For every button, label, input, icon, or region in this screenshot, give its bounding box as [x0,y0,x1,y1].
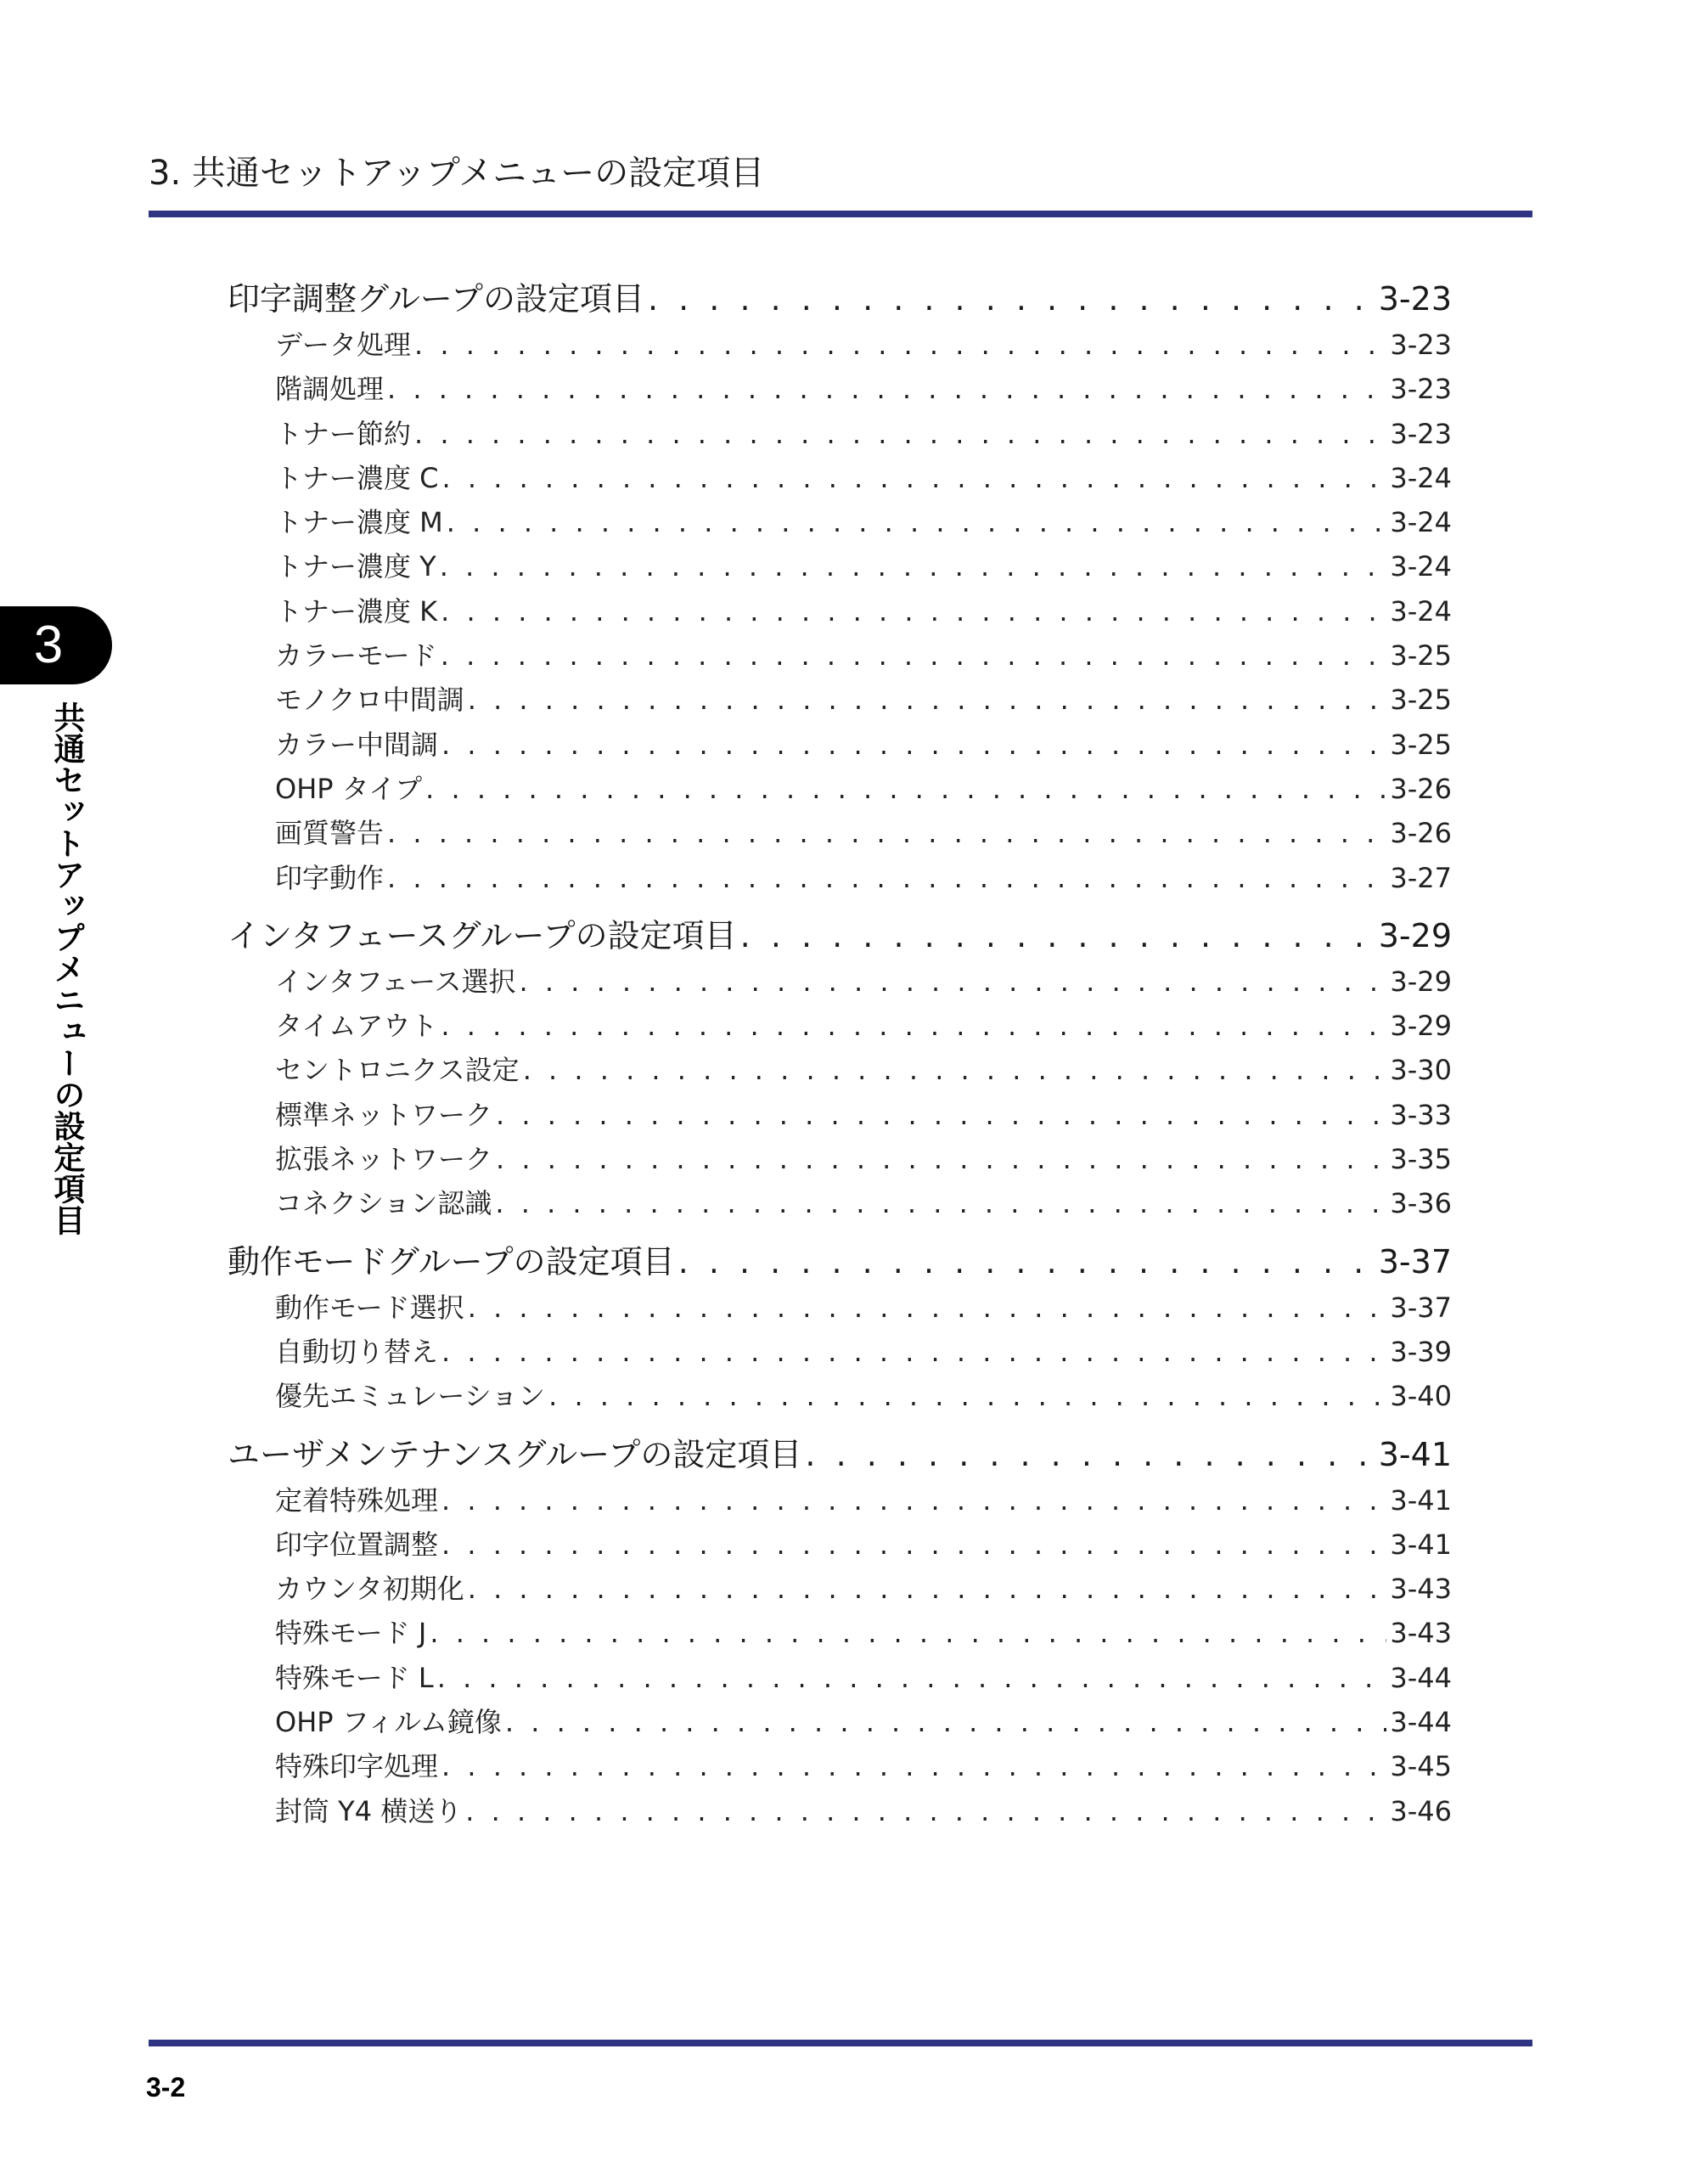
toc-entry[interactable] [228,589,1452,633]
toc-entry-page: 3-44 [1390,1661,1452,1694]
toc-group-title: ユーザメンテナンスグループの設定項目 [228,1435,802,1473]
toc-entry-label: 画質警告 [275,817,385,850]
dot-leader [468,1286,1387,1330]
toc-entry-page: 3-36 [1390,1187,1452,1220]
dot-leader [387,856,1386,900]
toc-entry[interactable] [228,1744,1452,1788]
dot-leader [520,960,1387,1004]
toc-entry-page: 3-24 [1390,506,1452,539]
toc-group-heading[interactable] [228,907,1452,965]
toc-entry-page: 3-29 [1390,1010,1452,1043]
dot-leader [465,1789,1386,1833]
dot-leader [678,1233,1375,1291]
toc-entry[interactable] [228,960,1452,1004]
toc-entry-label: 標準ネットワーク [275,1098,493,1131]
dot-leader [441,1478,1386,1523]
toc-entry-page: 3-43 [1390,1617,1452,1650]
toc-entry-label: 優先エミュレーション [275,1380,546,1413]
dot-leader [414,412,1386,456]
toc-entry[interactable] [228,456,1452,500]
toc-entry[interactable] [228,1656,1452,1700]
toc-entry[interactable] [228,1523,1452,1567]
toc-entry-page: 3-27 [1390,861,1452,894]
toc-entry[interactable] [228,323,1452,367]
toc-entry[interactable] [228,1567,1452,1611]
dot-leader [548,1374,1386,1418]
toc-group-title: 動作モードグループの設定項目 [228,1242,675,1281]
toc-entry-page: 3-24 [1390,594,1452,628]
toc-entry[interactable] [228,633,1452,678]
toc-entry-page: 3-26 [1390,772,1452,805]
toc-group-page: 3-37 [1378,1242,1452,1281]
toc-group-title: 印字調整グループの設定項目 [228,280,644,318]
toc-group-heading[interactable] [228,270,1452,328]
toc-entry[interactable] [228,367,1452,411]
toc-entry[interactable] [228,1789,1452,1833]
toc-entry[interactable] [228,1093,1452,1137]
toc-entry[interactable] [228,1374,1452,1418]
dot-leader [495,1181,1386,1225]
dot-leader [441,1330,1386,1374]
toc-entry-page: 3-24 [1390,550,1452,583]
toc-entry-page: 3-23 [1390,417,1452,450]
toc-entry-label: セントロニクス設定 [275,1054,520,1087]
dot-leader [496,1093,1386,1137]
dot-leader [441,589,1386,633]
toc-entry-label: トナー濃度 M [275,506,443,539]
toc-group-page: 3-41 [1378,1435,1452,1473]
toc-entry-page: 3-25 [1390,639,1452,673]
toc-entry-page: 3-46 [1390,1794,1452,1827]
toc-entry-page: 3-44 [1390,1706,1452,1739]
toc-entry[interactable] [228,678,1452,722]
toc-entry-label: トナー濃度 C [275,461,439,494]
toc-entry-label: コネクション認識 [275,1187,492,1220]
toc-entry[interactable] [228,1048,1452,1092]
toc-entry-page: 3-24 [1390,461,1452,494]
dot-leader [468,678,1387,722]
toc-entry-page: 3-35 [1390,1143,1452,1176]
toc-entry-label: トナー濃度 Y [275,550,436,583]
footer-rule [149,2040,1532,2046]
toc-entry-page: 3-33 [1390,1098,1452,1131]
toc-entry-label: 封筒 Y4 横送り [275,1794,463,1827]
toc-entry-label: 階調処理 [275,373,385,406]
dot-leader [441,633,1387,678]
toc-entry-page: 3-45 [1390,1750,1452,1783]
toc-entry[interactable] [228,723,1452,767]
dot-leader [425,767,1386,811]
dot-leader [805,1426,1375,1483]
toc-entry[interactable] [228,544,1452,588]
toc-entry-label: カラー中間調 [275,728,439,761]
toc-entry-label: 印字位置調整 [275,1528,439,1561]
toc-entry[interactable] [228,1700,1452,1744]
chapter-tab[interactable] [0,606,112,684]
toc-entry-page: 3-29 [1390,965,1452,998]
toc-entry-label: 特殊モード L [275,1661,434,1694]
toc-entry-page: 3-23 [1390,329,1452,361]
toc-entry[interactable] [228,1478,1452,1523]
toc-group-title: インタフェースグループの設定項目 [228,916,737,954]
dot-leader [441,1004,1386,1048]
toc-entry[interactable] [228,1330,1452,1374]
toc-entry-page: 3-25 [1390,728,1452,761]
toc-entry-page: 3-25 [1390,684,1452,717]
toc-entry-label: トナー濃度 K [275,594,438,628]
toc-entry-label: トナー節約 [275,417,412,450]
toc-entry[interactable] [228,500,1452,544]
dot-leader [441,723,1386,767]
toc-entry-label: OHP タイプ [275,772,423,805]
dot-leader [437,1656,1387,1700]
toc-entry-label: カウンタ初期化 [275,1573,464,1606]
dot-leader [468,1567,1387,1611]
toc-entry-label: インタフェース選択 [275,965,516,998]
toc-entry[interactable] [228,767,1452,811]
dot-leader [440,544,1387,588]
dot-leader [442,456,1387,500]
dot-leader [441,1523,1386,1567]
toc-entry[interactable] [228,811,1452,855]
toc-group-heading[interactable] [228,1233,1452,1291]
toc-entry-label: OHP フィルム鏡像 [275,1706,502,1739]
toc-entry[interactable] [228,856,1452,900]
dot-leader [387,367,1386,411]
dot-leader [740,907,1375,965]
chapter-side-title: 共通セットアップメニューの設定項目 [48,701,85,1236]
toc-entry-page: 3-37 [1390,1291,1452,1324]
chapter-number: 3 [33,616,64,674]
table-of-contents [228,270,1452,1833]
toc-entry-label: 定着特殊処理 [275,1483,439,1517]
toc-entry-page: 3-40 [1390,1380,1452,1413]
toc-entry[interactable] [228,1181,1452,1225]
toc-entry[interactable] [228,1004,1452,1048]
toc-group-page: 3-29 [1378,916,1452,954]
toc-entry-label: 印字動作 [275,861,385,894]
toc-entry-label: 拡張ネットワーク [275,1143,493,1176]
toc-entry-label: 自動切り替え [275,1335,439,1368]
toc-group-page: 3-23 [1378,280,1452,318]
toc-entry-page: 3-41 [1390,1483,1452,1517]
dot-leader [414,323,1386,367]
toc-group-heading[interactable] [228,1426,1452,1483]
dot-leader [447,500,1387,544]
toc-entry-label: 特殊モード J [275,1617,427,1650]
toc-entry-label: 特殊印字処理 [275,1750,439,1783]
page-number: 3-2 [146,2072,186,2102]
dot-leader [505,1700,1386,1744]
toc-entry[interactable] [228,1286,1452,1330]
toc-entry-page: 3-39 [1390,1335,1452,1368]
header-rule [149,211,1532,217]
dot-leader [430,1611,1386,1655]
toc-entry-page: 3-41 [1390,1528,1452,1561]
toc-entry[interactable] [228,1137,1452,1181]
dot-leader [387,811,1386,855]
dot-leader [496,1137,1386,1181]
toc-entry-label: データ処理 [275,329,412,361]
toc-entry-page: 3-30 [1390,1054,1452,1087]
toc-entry-page: 3-26 [1390,817,1452,850]
toc-entry-label: タイムアウト [275,1010,438,1043]
toc-entry-label: モノクロ中間調 [275,684,464,717]
toc-entry-page: 3-43 [1390,1573,1452,1606]
toc-entry-label: カラーモード [275,639,437,673]
toc-entry-label: 動作モード選択 [275,1291,464,1324]
toc-entry[interactable] [228,1611,1452,1655]
toc-entry-page: 3-23 [1390,373,1452,406]
page-title: 3. 共通セットアップメニューの設定項目 [149,154,765,193]
toc-entry[interactable] [228,412,1452,456]
dot-leader [648,270,1375,328]
dot-leader [523,1048,1387,1092]
dot-leader [441,1744,1386,1788]
